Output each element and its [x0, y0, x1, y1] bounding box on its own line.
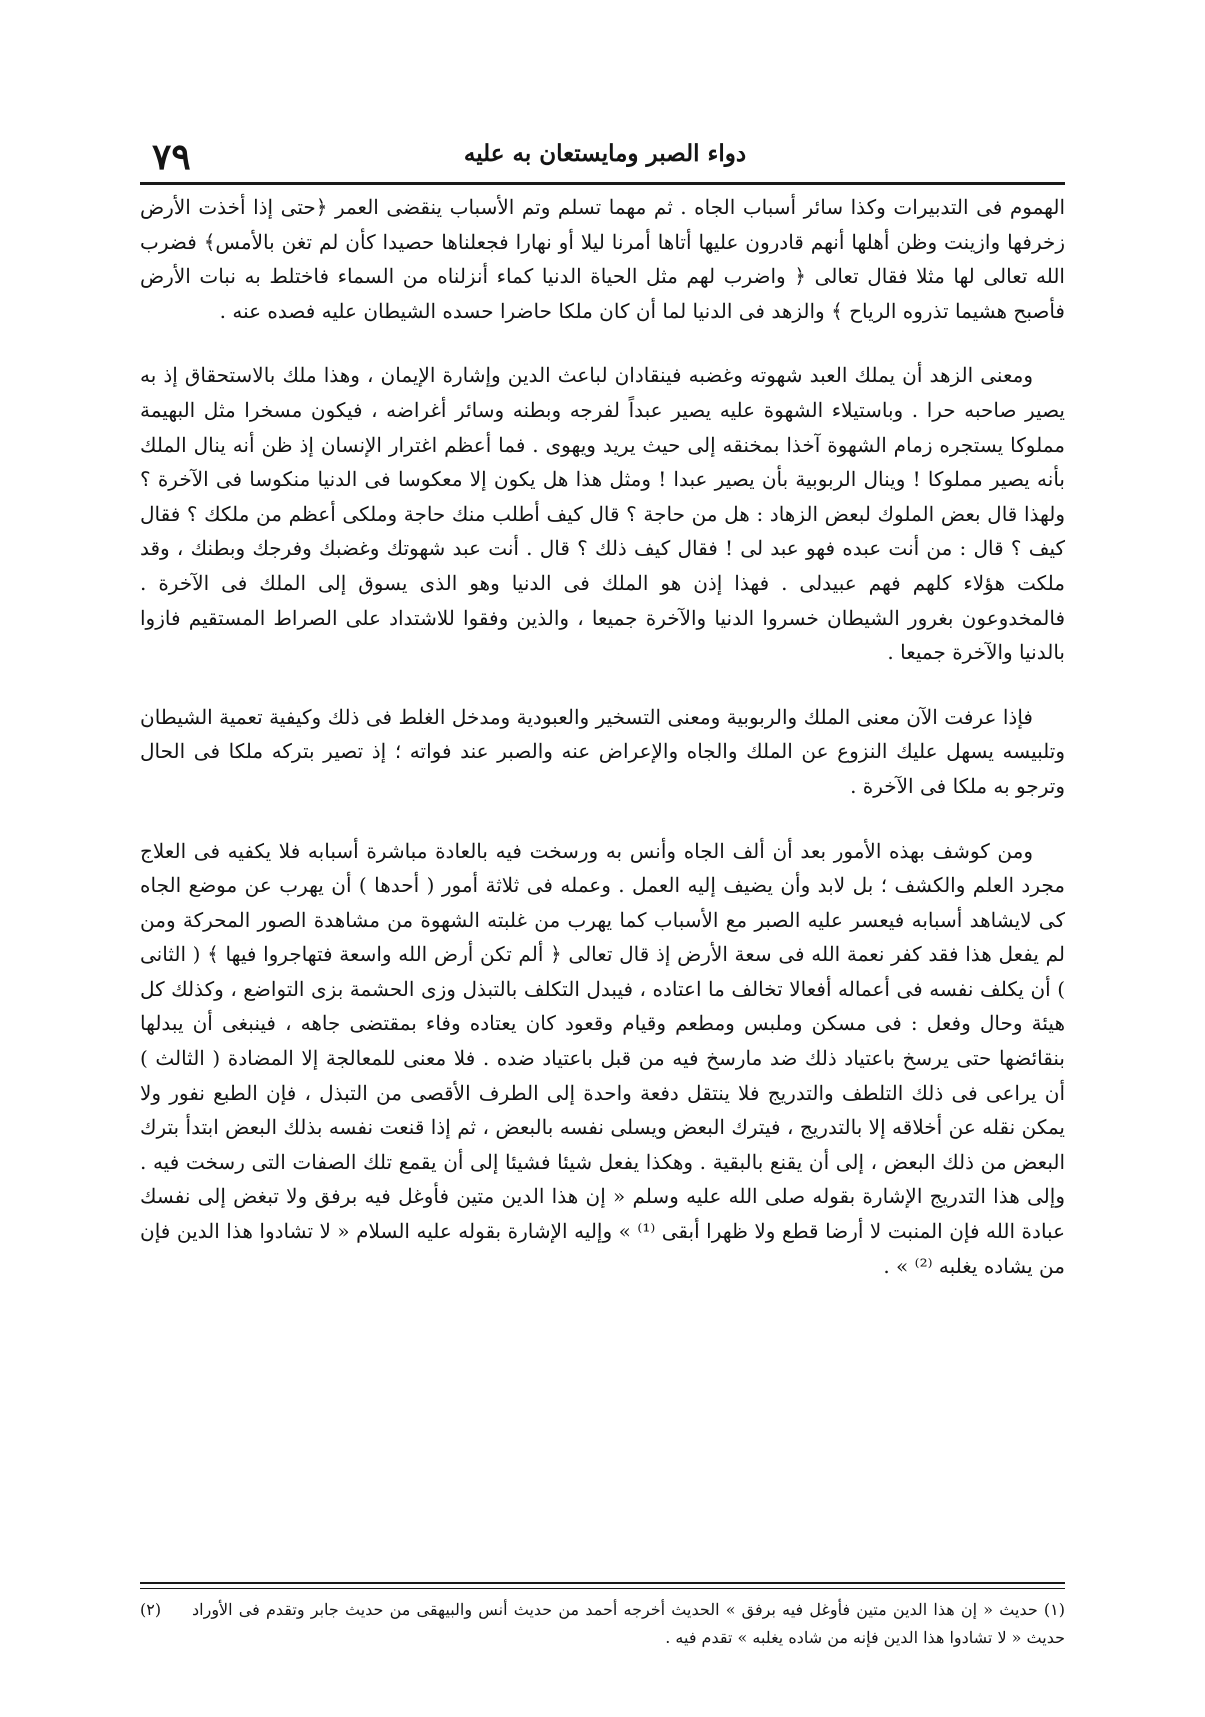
paragraph-3: فإذا عرفت الآن معنى الملك والربوبية ومعنى التسخير والعبودية ومدخل الغلط فى ذلك وكيفية تعمية الشيطان وتلبيسه يسهل عليك النزوع عن الملك والجاه والإعراض عنه والصبر عند فواته ؛ إذ تصير بتركه ملكا فى الحال وترجو به ملكا فى الآخرة . — [140, 704, 1065, 798]
footnotes — [140, 1596, 1065, 1652]
paragraph-1: الهموم فى التدبيرات وكذا سائر أسباب الجاه . ثم مهما تسلم وتم الأسباب ينقضى العمر ﴿حتى إذا أخذت الأرض زخرفها وازينت وظن أهلها أنهم قادرون عليها أتاها أمرنا ليلا أو نهارا فجعلناها حصيدا كأن لم تغن بالأمس﴾ فضرب الله تعالى لها مثلا فقال تعالى ﴿ واضرب لهم مثل الحياة الدنيا كماء أنزلناه من السماء فاختلط به نبات الأرض فأصبح هشيما تذروه الرياح ﴾ والزهد فى الدنيا لما أن كان ملكا حاضرا حسده الشيطان عليه فصده عنه . — [140, 195, 1065, 323]
running-title: دواء الصبر ومايستعان به عليه — [463, 140, 747, 167]
footnote-divider — [140, 1582, 1065, 1589]
footnote-1-text: (١) حديث « إن هذا الدين متين فأوغل فيه برفق » الحديث أخرجه أحمد من حديث أنس والبيهقى من حديث جابر وتقدم فى الأوراد — [192, 1600, 1065, 1619]
header-divider — [140, 182, 1065, 185]
paragraph-4: ومن كوشف بهذه الأمور بعد أن ألف الجاه وأنس به ورسخت فيه بالعادة مباشرة أسبابه فلا يكفيه فى العلاج مجرد العلم والكشف ؛ بل لابد وأن يضيف إليه العمل . وعمله فى ثلاثة أمور ( أحدها ) أن يهرب عن موضع الجاه كى لايشاهد أسبابه فيعسر عليه الصبر مع الأسباب كما يهرب من غلبته الشهوة من مشاهدة الصور المحركة ومن لم يفعل هذا فقد كفر نعمة الله فى سعة الأرض إذ قال تعالى ﴿ ألم تكن أرض الله واسعة فتهاجروا فيها ﴾ ( الثانى ) أن يكلف نفسه فى أعماله أفعالا تخالف ما اعتاده ، فيبدل التكلف بالتبذل وزى الحشمة بزى التواضع ، وكذلك كل هيئة وحال وفعل : فى مسكن وملبس ومطعم وقيام وقعود كان يعتاده وفاء بمقتضى جاهه ، فينبغى أن يبدلها بنقائضها حتى يرسخ باعتياد ذلك ضد مارسخ فيه من قبل باعتياد ضده . فلا معنى للمعالجة إلا المضادة ( الثالث ) أن يراعى فى ذلك التلطف والتدريج فلا ينتقل دفعة واحدة إلى الطرف الأقصى من التبذل ، فإن الطبع نفور ولا يمكن نقله عن أخلاقه إلا بالتدريج ، فيترك البعض ويسلى نفسه بالبعض ، ثم إذا قنعت نفسه بذلك البعض ابتدأ بترك البعض من ذلك البعض ، إلى أن يقنع بالبقية . وهكذا يفعل شيئا فشيئا إلى أن يقمع تلك الصفات التى رسخت فيه . وإلى هذا التدريج الإشارة بقوله صلى الله عليه وسلم « إن هذا الدين متين فأوغل فيه برفق ولا تبغض إلى نفسك عبادة الله فإن المنبت لا أرضا قطع ولا ظهرا أبقى ⁽¹⁾ » وإليه الإشارة بقوله عليه السلام « لا تشادوا هذا الدين فإن من يشاده يغلبه ⁽²⁾ » . — [140, 838, 1066, 1278]
footnote-2-text: (٢) حديث « لا تشادوا هذا الدين فإنه من شاده يغلبه » تقدم فيه . — [140, 1600, 1065, 1647]
footnote-1 — [140, 1596, 1065, 1652]
paragraph-2: ومعنى الزهد أن يملك العبد شهوته وغضبه فينقادان لباعث الدين وإشارة الإيمان ، وهذا ملك بالاستحقاق إذ به يصير صاحبه حرا . وباستيلاء الشهوة عليه يصير عبداً لفرجه وبطنه وسائر أغراضه ، فيكون مسخرا مثل البهيمة مملوكا يستجره زمام الشهوة آخذا بمخنقه إلى حيث يريد ويهوى . فما أعظم اغترار الإنسان إذ ظن أنه ينال الملك بأنه يصير مملوكا ! وينال الربوبية بأن يصير عبدا ! ومثل هذا هل يكون إلا معكوسا فى الدنيا منكوسا فى الآخرة ؟ ولهذا قال بعض الملوك لبعض الزهاد : هل من حاجة ؟ قال كيف أطلب منك حاجة وملكى أعظم من ملكك ؟ فقال كيف ؟ قال : من أنت عبده فهو عبد لى ! فقال كيف ذلك ؟ قال . أنت عبد شهوتك وغضبك وفرجك وبطنك ، وقد ملكت هؤلاء كلهم فهم عبيدلى . فهذا إذن هو الملك فى الدنيا وهو الذى يسوق إلى الملك فى الآخرة . فالمخدوعون بغرور الشيطان خسروا الدنيا والآخرة جميعا ، والذين وفقوا للاشتداد على الصراط المستقيم فازوا بالدنيا والآخرة جميعا . — [140, 363, 1066, 665]
page-header — [140, 138, 1065, 184]
main-text — [140, 190, 1065, 1283]
page-number: ٧٩ — [152, 136, 191, 178]
